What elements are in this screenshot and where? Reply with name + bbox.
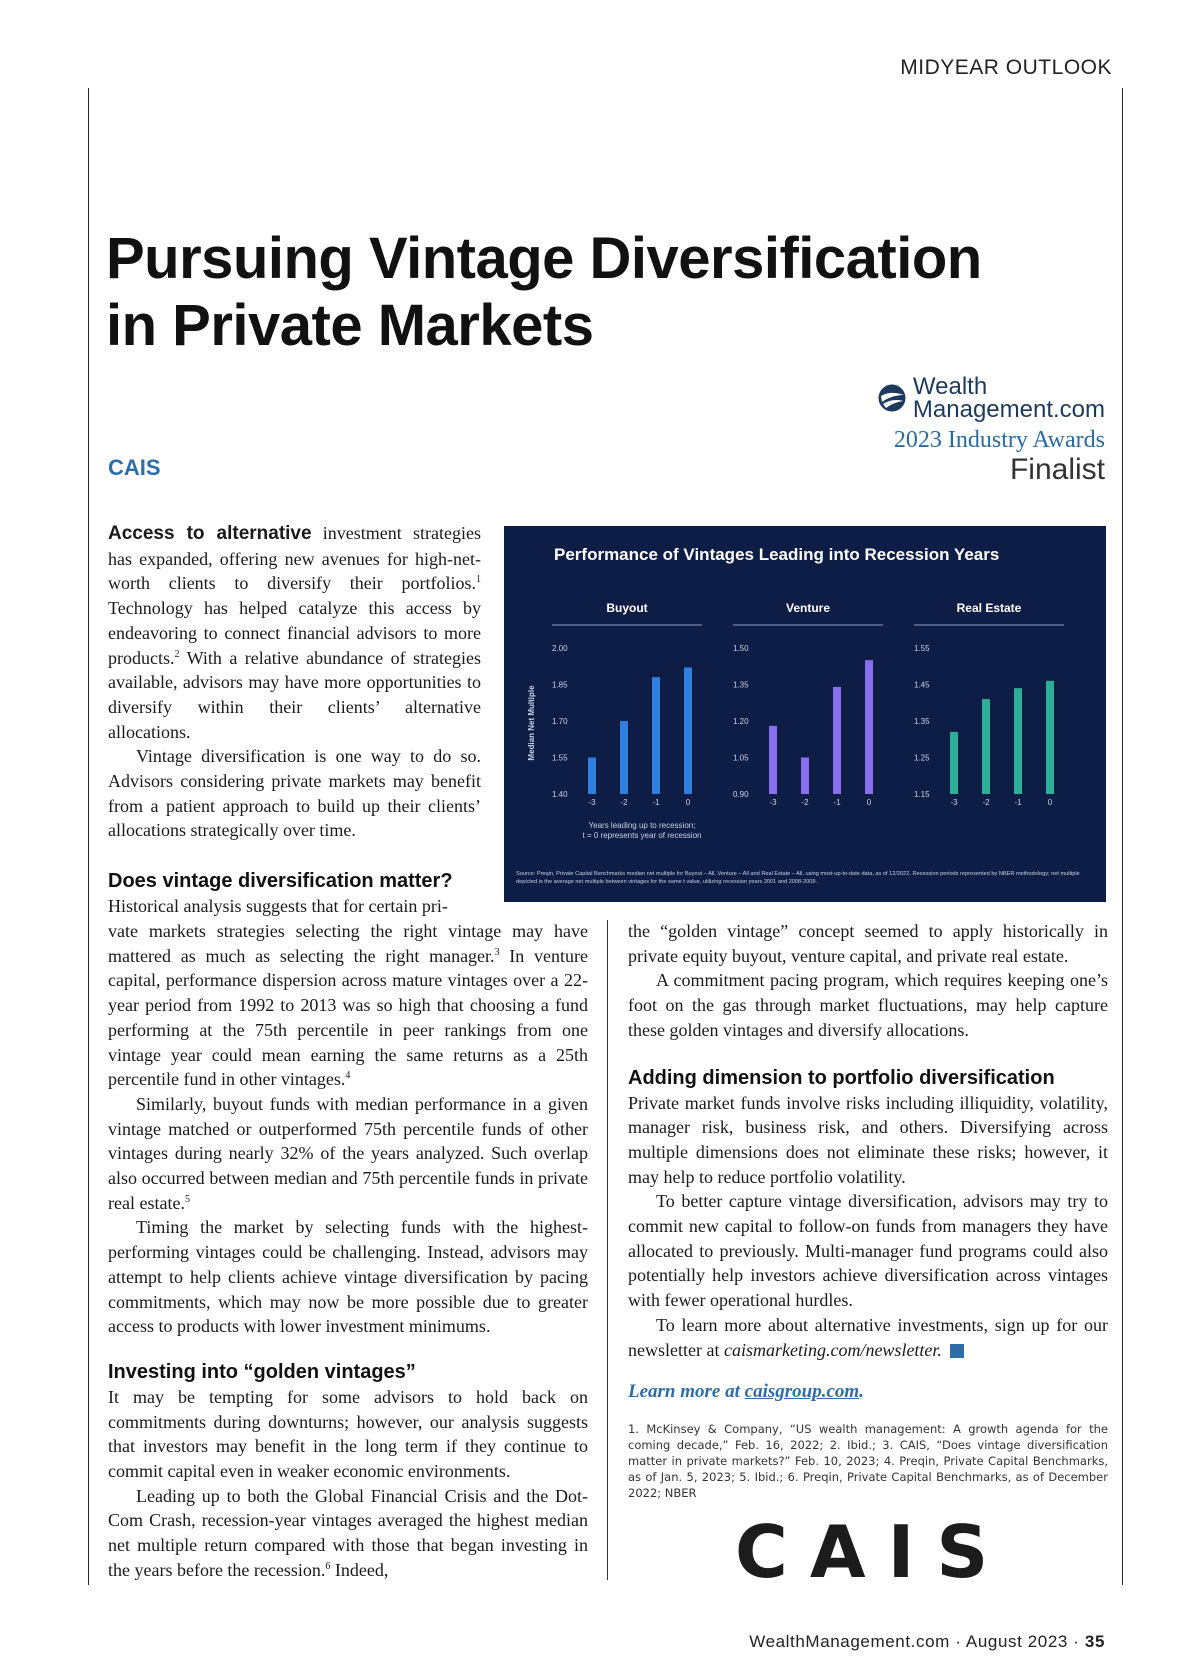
bar bbox=[684, 667, 692, 794]
learn-more-suffix: . bbox=[859, 1381, 864, 1403]
x-tick-label: 0 bbox=[866, 798, 872, 807]
y-tick-label: 1.15 bbox=[914, 790, 930, 799]
chart-ylabel: Median Net Multiple bbox=[527, 685, 536, 761]
bar bbox=[982, 699, 990, 794]
learn-more-prefix: Learn more at bbox=[628, 1381, 745, 1403]
section-label: MIDYEAR OUTLOOK bbox=[900, 56, 1112, 79]
newsletter-link[interactable]: caismarketing.com/newsletter. bbox=[723, 1339, 942, 1360]
footer-date: August 2023 bbox=[965, 1632, 1068, 1651]
end-mark-icon bbox=[950, 1344, 964, 1358]
section1-first-line: Historical analysis suggests that for certain pri- bbox=[108, 896, 448, 916]
s1-text-2: In venture capital, performance dispersion across mature vintages over a 22-year period from 1992 to 2013 was so high that choosing a fund performing at the 75th percentile in peer rankings from one vintage year could mean earning the same returns as a 25th percentile fund in other vintages. bbox=[108, 945, 589, 1090]
x-tick-label: -2 bbox=[620, 798, 628, 807]
s2-paragraph-3: the “golden vintage” concept seemed to apply historically in private equity buyout, venture capital, and private real estate. bbox=[628, 921, 1108, 966]
panel-title: Buyout bbox=[606, 601, 648, 615]
s2-paragraph-1: It may be tempting for some advisors to hold back on commitments during downturns; however, our analysis suggests that investors may benefit in the long term if they continue to commit capital even in weaker economic environments. bbox=[108, 1386, 588, 1482]
y-tick-label: 2.00 bbox=[552, 644, 568, 653]
y-tick-label: 1.25 bbox=[914, 753, 930, 763]
footer-site: WealthManagement.com bbox=[749, 1632, 950, 1651]
bar bbox=[801, 758, 809, 795]
panel-title: Real Estate bbox=[956, 601, 1022, 615]
bar bbox=[1046, 681, 1054, 794]
award-status: Finalist bbox=[1009, 453, 1105, 486]
left-rule bbox=[88, 88, 89, 1585]
y-tick-label: 1.20 bbox=[733, 717, 749, 726]
s1-text-1: vate markets strategies selecting the right vintage may have mattered as much as selecting the right manager. bbox=[108, 921, 588, 966]
subhead-golden-vintages: Investing into “golden vintages” bbox=[108, 1360, 416, 1383]
footer-separator: · bbox=[949, 1632, 966, 1651]
title-line-1: Pursuing Vintage Diversification bbox=[106, 226, 982, 291]
footnote-ref: 6 bbox=[325, 1560, 331, 1572]
intro-text-3: With a relative abundance of strategies available, advisors may have more opportunities to diversify within their clients’ alternative allocations. bbox=[108, 647, 481, 742]
y-tick-label: 1.45 bbox=[914, 680, 930, 690]
footnote-ref: 1 bbox=[476, 574, 481, 586]
s2-text-1: Leading up to both the Global Financial Crisis and the Dot-Com Crash, recession-year vintages averaged the highest median net multiple return compared with those that began investing in the years before the recession. bbox=[108, 1485, 588, 1580]
s3-text: To learn more about alternative investments, sign up for our newsletter at bbox=[628, 1314, 1108, 1360]
bar bbox=[833, 687, 841, 794]
chart-title: Performance of Vintages Leading into Recession Years bbox=[554, 545, 1000, 564]
footer-separator: · bbox=[1067, 1632, 1085, 1651]
y-tick-label: 1.50 bbox=[733, 644, 749, 653]
x-tick-label: -1 bbox=[652, 798, 660, 807]
x-tick-label: -1 bbox=[1014, 798, 1022, 807]
x-tick-label: -2 bbox=[801, 798, 809, 807]
bar bbox=[950, 732, 958, 794]
award-badge bbox=[877, 375, 1105, 486]
intro-paragraph-2: Vintage diversification is one way to do so. Advisors considering private markets may benefit from a patient approach to build up their clients’ allocations strategically over time. bbox=[108, 746, 481, 841]
intro-text-2: Technology has helped catalyze this access by endeavoring to connect financial advisors to more products. bbox=[108, 598, 481, 668]
y-tick-label: 1.85 bbox=[552, 680, 568, 690]
intro-lead: Access to alternative bbox=[108, 523, 312, 544]
chart-xlabel-line-2: t = 0 represents year of recession bbox=[582, 831, 702, 840]
intro-text-1: investment strategies has expanded, offering new avenues for high-net-worth clients to diversify their portfolios. bbox=[108, 523, 481, 594]
y-tick-label: 1.05 bbox=[733, 753, 749, 763]
bar bbox=[865, 660, 873, 794]
x-tick-label: -3 bbox=[588, 798, 596, 807]
s2-paragraph-2 bbox=[108, 1484, 588, 1583]
chart-source-container bbox=[516, 870, 1096, 900]
s3-paragraph-2: To better capture vintage diversification, advisors may try to commit new capital to follow-on funds from managers they have allocated to previously. Multi-manager fund programs could also potentially help investors achieve diversification across vintages with fewer operational hurdles. bbox=[628, 1191, 1108, 1311]
y-tick-label: 0.90 bbox=[733, 790, 749, 799]
x-tick-label: 0 bbox=[685, 798, 691, 807]
cais-logo: CAIS bbox=[735, 1510, 1011, 1594]
s1-paragraph-3: Timing the market by selecting funds with the highest-performing vintages could be challenging. Instead, advisors may attempt to help clients achieve vintage diversification by pacing commitments, which may now be more possible due to greater access to products with lower investment minimums. bbox=[108, 1217, 588, 1337]
s3-paragraph-1: Private market funds involve risks including illiquidity, volatility, manager risk, business risk, and others. Diversifying across multiple dimensions does not eliminate these risks; however, it may help to reduce portfolio volatility. bbox=[628, 1092, 1108, 1187]
subhead-vintage-matter: Does vintage diversification matter? bbox=[108, 870, 453, 892]
x-tick-label: -3 bbox=[950, 798, 958, 807]
award-year: 2023 Industry Awards bbox=[893, 427, 1105, 453]
bar bbox=[769, 726, 777, 794]
footnotes: 1. McKinsey & Company, “US wealth management: A growth agenda for the coming decade,” Feb. 16, 2022; 2. Ibid.; 3. CAIS, “Does vintage diversification matter in private markets?” Feb. 10, 2023; 4. Preqin, Private Capital Benchmarks, as of Jan. 5, 2023; 5. Ibid.; 6. Preqin, Private Capital Benchmarks, as of December 2022; NBER bbox=[628, 1421, 1108, 1500]
s1-paragraph-2 bbox=[108, 1092, 588, 1216]
award-name-line-1: Wealth bbox=[912, 373, 988, 400]
left-column bbox=[108, 919, 588, 1583]
s3-paragraph-3 bbox=[628, 1313, 1108, 1362]
footnote-ref: 4 bbox=[345, 1070, 351, 1082]
page-footer bbox=[749, 1632, 1105, 1652]
bar bbox=[652, 677, 660, 794]
vintage-performance-chart bbox=[504, 526, 1106, 902]
footnote-ref: 3 bbox=[494, 946, 500, 958]
s1-paragraph-1 bbox=[108, 919, 588, 1092]
chart-xlabel-line-1: Years leading up to recession; bbox=[588, 821, 696, 830]
s1-text-3: Similarly, buyout funds with median performance in a given vintage matched or outperformed 75th percentile funds of other vintages during nearly 32% of the years analyzed. Such overlap also occurred between median and 75th percentile funds in private real estate. bbox=[108, 1093, 588, 1213]
footnote-ref: 5 bbox=[184, 1193, 190, 1205]
panel-title: Venture bbox=[785, 601, 831, 615]
title-line-2: in Private Markets bbox=[106, 293, 594, 358]
s2-paragraph-4: A commitment pacing program, which requires keeping one’s foot on the gas through market fluctuations, may help capture these golden vintages and diversify allocations. bbox=[628, 970, 1108, 1040]
learn-more-line bbox=[628, 1380, 1108, 1405]
right-column bbox=[628, 919, 1108, 1501]
y-tick-label: 1.55 bbox=[552, 753, 568, 763]
s2-text-2: Indeed, bbox=[330, 1559, 389, 1580]
caisgroup-link[interactable]: caisgroup.com bbox=[744, 1381, 860, 1403]
y-tick-label: 1.35 bbox=[733, 680, 749, 690]
y-tick-label: 1.40 bbox=[552, 790, 568, 799]
award-name-line-2: Management.com bbox=[912, 396, 1105, 423]
y-tick-label: 1.55 bbox=[914, 644, 930, 653]
x-tick-label: -2 bbox=[982, 798, 990, 807]
chart-canvas bbox=[504, 526, 1106, 902]
footnote-ref: 2 bbox=[174, 648, 180, 660]
award-publisher bbox=[913, 375, 1105, 421]
page-number: 35 bbox=[1084, 1632, 1105, 1651]
y-tick-label: 1.70 bbox=[552, 717, 568, 726]
bar bbox=[1014, 688, 1022, 794]
intro-paragraph bbox=[108, 521, 481, 744]
chart-source: Source: Preqin, Private Capital Benchmarks median net multiple for Buyout – All, Venture – All and Real Estate – All, using most-up-to-date data, as of 12/2022. Recession periods represented by NBER methodology; net multiple depicted is the average net multiple between vintages for the same t value, utilizing recession years 2001 and 2008-2009. bbox=[516, 871, 1080, 885]
x-tick-label: -1 bbox=[833, 798, 841, 807]
byline: CAIS bbox=[108, 455, 161, 480]
column-divider bbox=[607, 920, 608, 1580]
x-tick-label: 0 bbox=[1047, 798, 1053, 807]
article-title bbox=[106, 225, 982, 359]
bar bbox=[588, 758, 596, 795]
intro-block bbox=[108, 521, 481, 843]
right-rule bbox=[1122, 88, 1123, 1585]
bar bbox=[620, 721, 628, 794]
y-tick-label: 1.35 bbox=[914, 717, 930, 726]
x-tick-label: -3 bbox=[769, 798, 777, 807]
subhead-adding-dimension: Adding dimension to portfolio diversification bbox=[628, 1066, 1055, 1089]
wealthmanagement-globe-icon bbox=[877, 383, 907, 413]
